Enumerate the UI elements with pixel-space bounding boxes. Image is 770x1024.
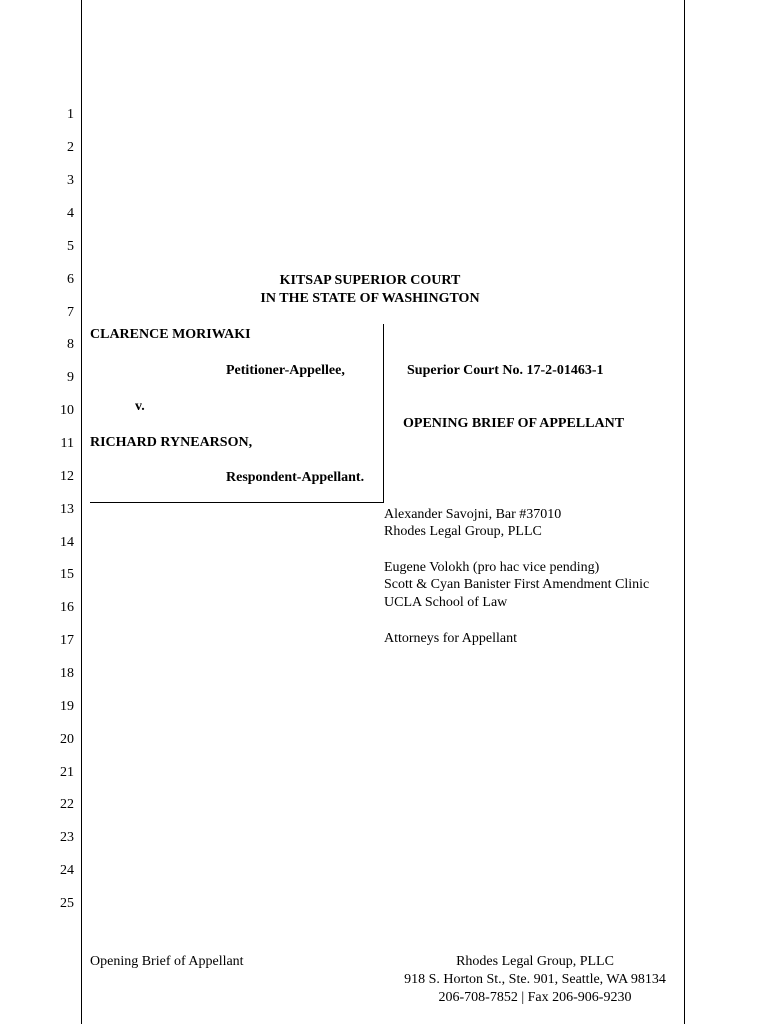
caption-divider-horizontal <box>90 502 384 503</box>
respondent-role: Respondent-Appellant. <box>226 470 365 485</box>
line-numbers <box>0 0 74 1024</box>
attorneys-role: Attorneys for Appellant <box>384 631 517 646</box>
line-number: 1 <box>67 107 74 122</box>
footer-document-title: Opening Brief of Appellant <box>90 954 244 969</box>
footer-phone-fax: 206-708-7852 | Fax 206-906-9230 <box>438 990 632 1005</box>
line-number: 16 <box>60 600 74 615</box>
line-number: 14 <box>60 535 74 550</box>
line-number: 13 <box>60 502 74 517</box>
line-number: 8 <box>67 337 74 352</box>
attorney-firm: Rhodes Legal Group, PLLC <box>384 524 542 539</box>
line-number: 2 <box>67 140 74 155</box>
right-margin-rule <box>684 0 685 1024</box>
line-number: 4 <box>67 206 74 221</box>
line-number: 5 <box>67 239 74 254</box>
caption-divider-vertical <box>383 324 384 503</box>
line-number: 7 <box>67 305 74 320</box>
footer-firm-block <box>390 953 680 1007</box>
line-number: 15 <box>60 567 74 582</box>
court-name: KITSAP SUPERIOR COURT <box>279 273 461 288</box>
line-number: 18 <box>60 666 74 681</box>
attorney-name: Eugene Volokh (pro hac vice pending) <box>384 560 600 575</box>
line-number: 22 <box>60 797 74 812</box>
court-jurisdiction: IN THE STATE OF WASHINGTON <box>260 291 480 306</box>
line-number: 6 <box>67 272 74 287</box>
attorney-organization: Scott & Cyan Banister First Amendment Clinic <box>384 577 650 592</box>
footer-firm-name: Rhodes Legal Group, PLLC <box>456 954 614 969</box>
line-number: 24 <box>60 863 74 878</box>
petitioner-name: CLARENCE MORIWAKI <box>90 327 251 342</box>
line-number: 12 <box>60 469 74 484</box>
document-title: OPENING BRIEF OF APPELLANT <box>403 416 625 431</box>
respondent-name: RICHARD RYNEARSON, <box>90 435 253 450</box>
line-number: 17 <box>60 633 74 648</box>
court-heading <box>90 272 650 308</box>
line-number: 25 <box>60 896 74 911</box>
versus: v. <box>135 399 145 414</box>
line-number: 11 <box>60 436 74 451</box>
petitioner-role: Petitioner-Appellee, <box>226 363 345 378</box>
left-margin-rule <box>81 0 82 1024</box>
line-number: 23 <box>60 830 74 845</box>
line-number: 20 <box>60 732 74 747</box>
line-number: 19 <box>60 699 74 714</box>
line-number: 10 <box>60 403 74 418</box>
case-number: Superior Court No. 17-2-01463-1 <box>407 363 604 378</box>
line-number: 21 <box>60 765 74 780</box>
line-number: 9 <box>67 370 74 385</box>
attorney-name: Alexander Savojni, Bar #37010 <box>384 507 562 522</box>
footer-address: 918 S. Horton St., Ste. 901, Seattle, WA 98134 <box>404 972 666 987</box>
line-number: 3 <box>67 173 74 188</box>
attorney-organization: UCLA School of Law <box>384 595 508 610</box>
